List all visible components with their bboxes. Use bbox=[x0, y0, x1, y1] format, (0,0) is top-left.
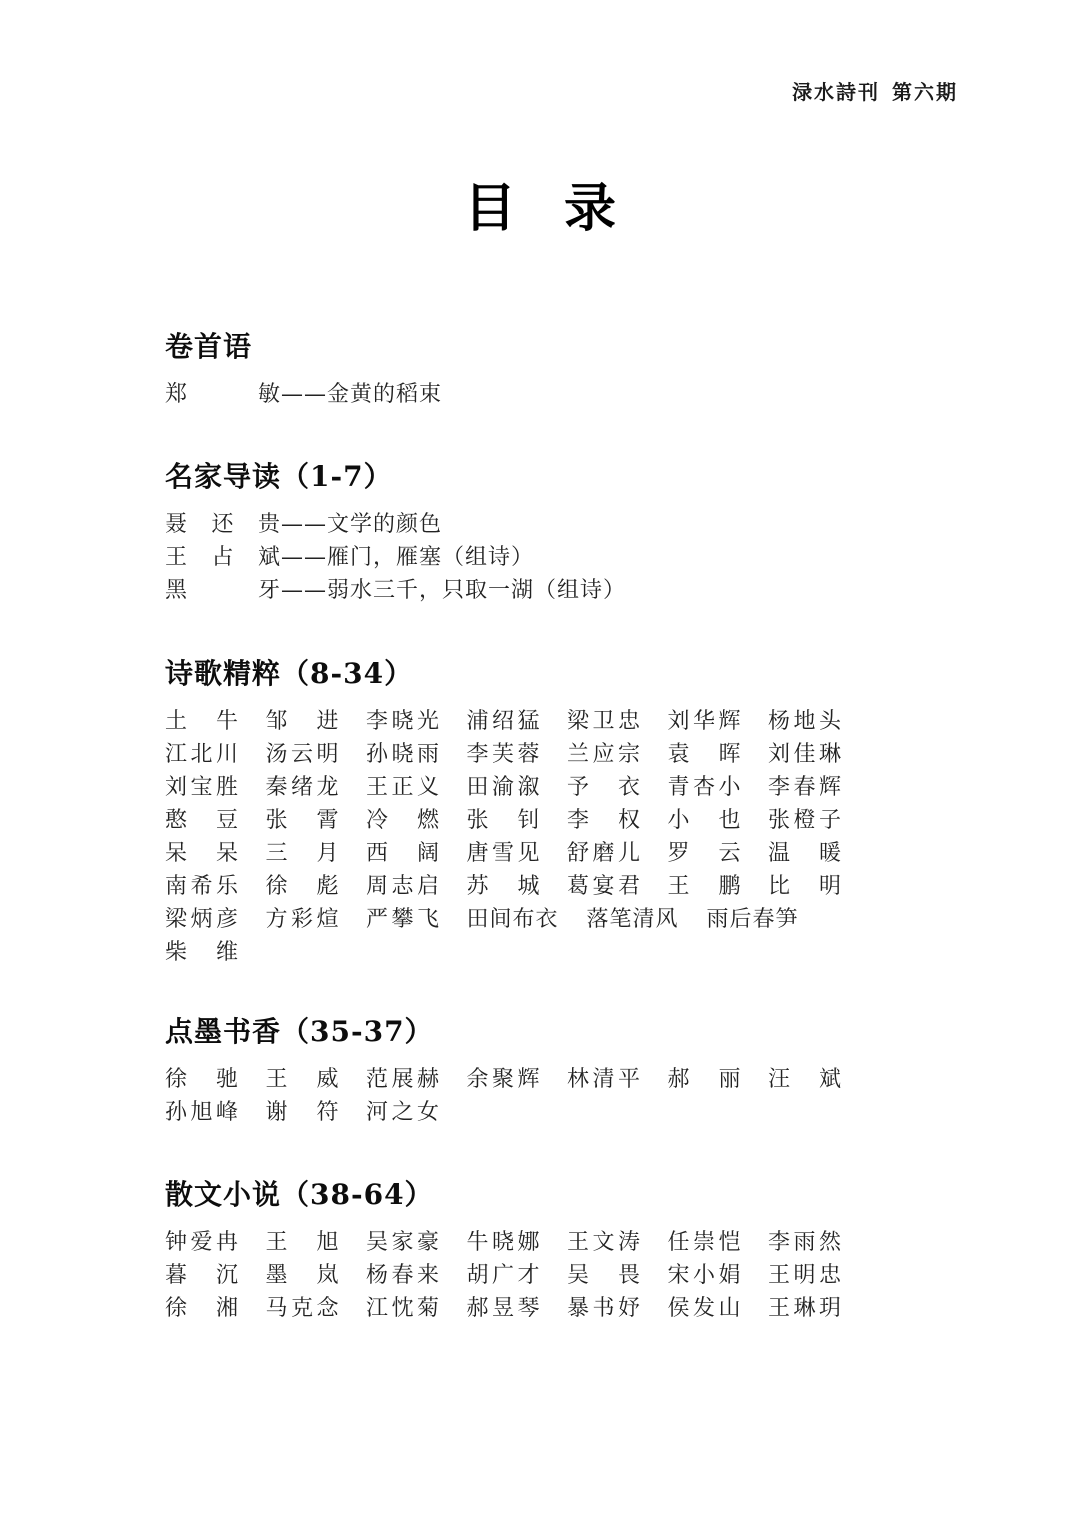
entry-work: ——金黄的稻束 bbox=[281, 382, 443, 407]
author-name: 徐湘 bbox=[165, 1296, 238, 1321]
author-name: 江北川 bbox=[165, 742, 238, 767]
author-name: 林清平 bbox=[567, 1067, 640, 1092]
author-grid bbox=[165, 1063, 925, 1129]
toc-entry bbox=[165, 574, 925, 607]
author-name: 方彩煊 bbox=[265, 907, 339, 932]
author-name: 小也 bbox=[667, 808, 741, 833]
author-name: 吴家豪 bbox=[366, 1230, 439, 1255]
author-name: 梁炳彦 bbox=[165, 907, 238, 932]
author-name: 温暖 bbox=[768, 841, 841, 866]
author-name: 雨后春笋 bbox=[706, 907, 799, 932]
section-heading: 散文小说（38-64） bbox=[165, 1178, 434, 1211]
author-name: 西阔 bbox=[366, 841, 439, 866]
author-name: 王正义 bbox=[366, 775, 439, 800]
author-name: 河之女 bbox=[366, 1100, 439, 1125]
author-name: 范展赫 bbox=[366, 1067, 439, 1092]
author-name: 刘华辉 bbox=[667, 709, 741, 734]
section-prose-fiction bbox=[165, 1176, 925, 1325]
author-row-irregular bbox=[165, 903, 925, 936]
author-name: 唐雪见 bbox=[466, 841, 540, 866]
author-name: 郝昱琴 bbox=[466, 1296, 540, 1321]
section-masters-reading bbox=[165, 458, 925, 607]
author-name: 苏城 bbox=[466, 874, 540, 899]
author-name: 呆呆 bbox=[165, 841, 238, 866]
author-name: 汤云明 bbox=[265, 742, 339, 767]
author-name: 郝丽 bbox=[667, 1067, 741, 1092]
author-name: 王鹏 bbox=[667, 874, 741, 899]
author-name: 舒磨儿 bbox=[567, 841, 640, 866]
author-name: 土牛 bbox=[165, 709, 238, 734]
author-name: 兰应宗 bbox=[567, 742, 640, 767]
section-heading: 卷首语 bbox=[165, 330, 253, 363]
author-name: 柴维 bbox=[165, 940, 238, 965]
author-name: 李雨然 bbox=[768, 1230, 841, 1255]
author-name: 江忱菊 bbox=[366, 1296, 439, 1321]
author-name: 徐彪 bbox=[265, 874, 339, 899]
section-heading: 名家导读（1-7） bbox=[165, 460, 393, 493]
author-name: 钟爱冉 bbox=[165, 1230, 238, 1255]
author-grid bbox=[165, 705, 925, 903]
author-name: 王琳玥 bbox=[768, 1296, 841, 1321]
author-name: 孙旭峰 bbox=[165, 1100, 238, 1125]
author-name: 罗云 bbox=[667, 841, 741, 866]
author-name: 张橙子 bbox=[768, 808, 841, 833]
issue-number: 第六期 bbox=[892, 80, 958, 104]
author-name: 余聚辉 bbox=[466, 1067, 540, 1092]
author-grid bbox=[165, 1226, 925, 1325]
publication-name: 渌水詩刊 bbox=[792, 80, 880, 104]
author-name: 王旭 bbox=[265, 1230, 339, 1255]
entry-author: 黑牙 bbox=[165, 578, 281, 603]
author-name: 李芙蓉 bbox=[466, 742, 540, 767]
author-name: 李权 bbox=[567, 808, 640, 833]
author-name: 葛宴君 bbox=[567, 874, 640, 899]
author-name: 刘佳琳 bbox=[768, 742, 841, 767]
author-name: 田渝溆 bbox=[466, 775, 540, 800]
section-poetry bbox=[165, 655, 925, 969]
entry-author: 聂还贵 bbox=[165, 512, 281, 537]
author-name: 梁卫忠 bbox=[567, 709, 640, 734]
author-name: 杨地头 bbox=[768, 709, 841, 734]
author-name: 暴书妤 bbox=[567, 1296, 640, 1321]
entry-work: ——雁门，雁塞（组诗） bbox=[281, 545, 535, 570]
author-name: 胡广才 bbox=[466, 1263, 540, 1288]
author-name: 南希乐 bbox=[165, 874, 238, 899]
section-heading: 点墨书香（35-37） bbox=[165, 1015, 434, 1048]
author-name: 袁晖 bbox=[667, 742, 741, 767]
author-name: 汪斌 bbox=[768, 1067, 841, 1092]
author-name: 李春辉 bbox=[768, 775, 841, 800]
toc-entry bbox=[165, 541, 925, 574]
entry-work: ——弱水三千，只取一湖（组诗） bbox=[281, 578, 627, 603]
author-name: 孙晓雨 bbox=[366, 742, 439, 767]
author-name: 暮沉 bbox=[165, 1263, 238, 1288]
author-name: 予衣 bbox=[567, 775, 640, 800]
author-name: 严攀飞 bbox=[366, 907, 439, 932]
page-title: 目录 bbox=[463, 179, 664, 239]
author-grid-tail bbox=[165, 936, 925, 969]
author-name: 任崇恺 bbox=[667, 1230, 741, 1255]
toc-entry bbox=[165, 378, 925, 411]
author-name: 王威 bbox=[265, 1067, 339, 1092]
author-name: 徐驰 bbox=[165, 1067, 238, 1092]
author-name: 杨春来 bbox=[366, 1263, 439, 1288]
author-name: 冷燃 bbox=[366, 808, 439, 833]
running-header bbox=[792, 76, 958, 105]
author-name: 青杏小 bbox=[667, 775, 741, 800]
author-name: 王明忠 bbox=[768, 1263, 841, 1288]
author-name: 三月 bbox=[265, 841, 339, 866]
author-name: 宋小娟 bbox=[667, 1263, 741, 1288]
author-name: 田间布衣 bbox=[466, 907, 559, 932]
section-ink-fragrance bbox=[165, 1013, 925, 1129]
entry-author: 王占斌 bbox=[165, 545, 281, 570]
author-name: 吴畏 bbox=[567, 1263, 640, 1288]
entry-work: ——文学的颜色 bbox=[281, 512, 443, 537]
author-name: 刘宝胜 bbox=[165, 775, 238, 800]
section-heading: 诗歌精粹（8-34） bbox=[165, 657, 414, 690]
author-name: 秦绪龙 bbox=[265, 775, 339, 800]
author-name: 落笔清风 bbox=[586, 907, 679, 932]
entry-author: 郑敏 bbox=[165, 382, 281, 407]
author-name: 王文涛 bbox=[567, 1230, 640, 1255]
author-name: 张霄 bbox=[265, 808, 339, 833]
author-name: 浦绍猛 bbox=[466, 709, 540, 734]
author-name: 侯发山 bbox=[667, 1296, 741, 1321]
author-name: 墨岚 bbox=[265, 1263, 339, 1288]
author-name: 牛晓娜 bbox=[466, 1230, 540, 1255]
author-name: 周志启 bbox=[366, 874, 439, 899]
section-foreword bbox=[165, 328, 925, 411]
toc-entry bbox=[165, 508, 925, 541]
author-name: 张钊 bbox=[466, 808, 540, 833]
author-name: 邹进 bbox=[265, 709, 339, 734]
author-name: 比明 bbox=[768, 874, 841, 899]
author-name: 谢符 bbox=[265, 1100, 339, 1125]
author-name: 马克念 bbox=[265, 1296, 339, 1321]
author-name: 憨豆 bbox=[165, 808, 238, 833]
author-name: 李晓光 bbox=[366, 709, 439, 734]
